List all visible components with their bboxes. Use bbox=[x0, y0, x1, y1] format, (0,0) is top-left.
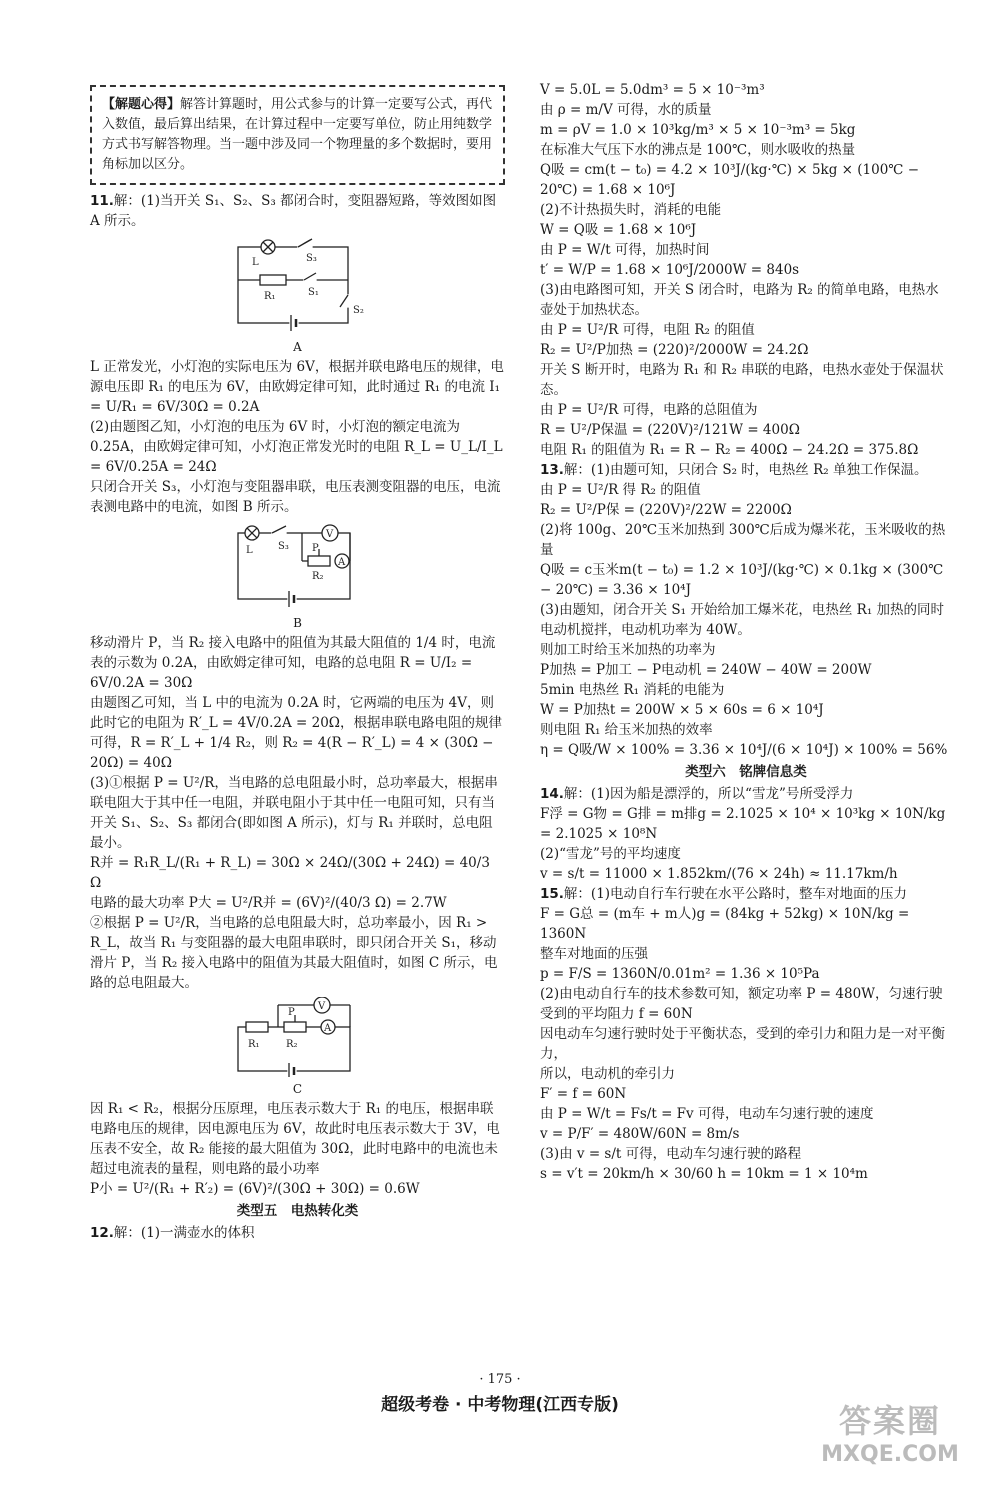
svg-text:P: P bbox=[287, 1007, 295, 1018]
q14-text-1: 解：(1)因为船是漂浮的，所以“雪龙”号所受浮力 bbox=[563, 786, 854, 802]
q11-text-1: 解：(1)当开关 S₁、S₂、S₃ 都闭合时，变阻器短路，等效图如图 A 所示。 bbox=[90, 193, 497, 229]
left-column bbox=[90, 75, 505, 1243]
svg-text:V: V bbox=[325, 529, 333, 540]
r-line-42: v = P/F′ = 480W/60N = 8m/s bbox=[540, 1126, 740, 1142]
r-line-39: 所以，电动机的牵引力 bbox=[540, 1066, 675, 1082]
r-line-25: 5min 电热丝 R₁ 消耗的电能为 bbox=[540, 682, 725, 698]
r-line-6: (2)不计热损失时，消耗的电能 bbox=[540, 202, 722, 218]
r-line-28: η = Q吸/W × 100% = 3.36 × 10⁴J/(6 × 10⁴J) × 100% = 56% bbox=[540, 742, 948, 758]
svg-text:A: A bbox=[323, 1023, 331, 1034]
q11-line-3: (2)由题图乙知，小灯泡的电压为 6V 时，小灯泡的额定电流为 0.25A，由欧姆定律可知，小灯泡正常发光时的电阻 R_L = U_L/I_L = 6V/0.25A = 24Ω bbox=[90, 419, 503, 475]
svg-text:S₁: S₁ bbox=[307, 287, 319, 298]
q15-text-1: 解：(1)电动自行车行驶在水平公路时，整车对地面的压力 bbox=[563, 886, 908, 902]
q11-line-9: 电路的最大功率 P大 = U²/R并 = (6V)²/(40/3 Ω) = 2.7W bbox=[90, 895, 447, 911]
watermark-url: MXQE.COM bbox=[821, 1442, 959, 1467]
r-line-36: p = F/S = 1360N/0.01m² = 1.36 × 10⁵Pa bbox=[540, 966, 820, 982]
q11-line-1 bbox=[90, 191, 505, 231]
r-line-18: 由 P = U²/R 得 R₂ 的阻值 bbox=[540, 482, 701, 498]
r-line-23: 则加工时给玉米加热的功率为 bbox=[540, 642, 716, 658]
r-line-10: (3)由电路图可知，开关 S 闭合时，电路为 R₂ 的简单电路，电热水壶处于加热状态。 bbox=[540, 282, 939, 318]
solving-tip-box bbox=[90, 85, 505, 185]
section-type-5-heading: 类型五 电热转化类 bbox=[236, 1203, 359, 1219]
q15-number: 15. bbox=[540, 886, 564, 902]
r-line-13: 开关 S 断开时，电路为 R₁ 和 R₂ 串联的电路，电热水壶处于保温状态。 bbox=[540, 362, 944, 398]
svg-text:R₂: R₂ bbox=[311, 571, 324, 582]
r-line-44: s = v′t = 20km/h × 30/60 h = 10km = 1 × 10⁴m bbox=[540, 1166, 868, 1182]
q15-line-1 bbox=[540, 884, 952, 904]
r-line-14: 由 P = U²/R 可得，电路的总阻值为 bbox=[540, 402, 758, 418]
r-line-7: W = Q吸 = 1.68 × 10⁶J bbox=[540, 222, 697, 238]
circuit-diagram-b bbox=[228, 521, 368, 611]
r-line-9: t′ = W/P = 1.68 × 10⁶J/2000W = 840s bbox=[540, 262, 800, 278]
q13-line-1 bbox=[540, 460, 952, 480]
r-line-24: P加热 = P加工 − P电动机 = 240W − 40W = 200W bbox=[540, 662, 872, 678]
q12-number: 12. bbox=[90, 1225, 114, 1241]
r-line-15: R = U²/P保温 = (220V)²/121W = 400Ω bbox=[540, 422, 800, 438]
q14-line-1 bbox=[540, 784, 952, 804]
q13-number: 13. bbox=[540, 462, 564, 478]
svg-text:P: P bbox=[311, 543, 319, 554]
right-column bbox=[540, 80, 952, 1184]
figure-b-label: B bbox=[293, 616, 302, 630]
q11-line-10: ②根据 P = U²/R，当电路的总电阻最大时，总功率最小，因 R₁ > R_L，故当 R₁ 与变阻器的最大电阻串联时，即只闭合开关 S₁，移动滑片 P，当 R₂ 接入电路中的阻值为其最大阻值时，如图 C 所示，电路的总电阻最大。 bbox=[90, 915, 498, 991]
r-line-12: R₂ = U²/P加热 = (220)²/2000W = 24.2Ω bbox=[540, 342, 809, 358]
q12-line-1 bbox=[90, 1223, 505, 1243]
svg-text:V: V bbox=[317, 1001, 325, 1012]
watermark-logo bbox=[800, 1396, 980, 1466]
q11-number: 11. bbox=[90, 193, 114, 209]
section-type-6-heading: 类型六 铭牌信息类 bbox=[685, 764, 807, 780]
q14-number: 14. bbox=[540, 786, 564, 802]
svg-text:S₃: S₃ bbox=[305, 253, 317, 264]
q11-line-2: L 正常发光，小灯泡的实际电压为 6V，根据并联电路电压的规律，电源电压即 R₁ 的电压为 6V，由欧姆定律可知，此时通过 R₁ 的电流 I₁ = U/R₁ = 6V/30Ω = 0.2A bbox=[90, 359, 504, 415]
svg-text:S₂: S₂ bbox=[352, 305, 364, 316]
r-line-1: V = 5.0L = 5.0dm³ = 5 × 10⁻³m³ bbox=[540, 82, 765, 98]
r-line-26: W = P加热t = 200W × 5 × 60s = 6 × 10⁴J bbox=[540, 702, 824, 718]
q13-text-1: 解：(1)由题可知，只闭合 S₂ 时，电热丝 R₂ 单独工作保温。 bbox=[563, 462, 928, 478]
r-line-22: (3)由题知，闭合开关 S₁ 开始给加工爆米花，电热丝 R₁ 加热的同时电动机搅拌，电动机功率为 40W。 bbox=[540, 602, 945, 638]
svg-text:R₂: R₂ bbox=[285, 1039, 298, 1050]
r-line-32: v = s/t = 11000 × 1.852km/(76 × 24h) ≈ 11.17km/h bbox=[540, 866, 898, 882]
svg-text:R₁: R₁ bbox=[263, 291, 276, 302]
r-line-3: m = ρV = 1.0 × 10³kg/m³ × 5 × 10⁻³m³ = 5kg bbox=[540, 122, 856, 138]
q11-line-5: 移动滑片 P，当 R₂ 接入电路中的阻值为其最大阻值的 1/4 时，电流表的示数为 0.2A，由欧姆定律可知，电路的总电阻 R = U/I₂ = 6V/0.2A = 30Ω bbox=[90, 635, 496, 691]
r-line-16: 电阻 R₁ 的阻值为 R₁ = R − R₂ = 400Ω − 24.2Ω = 375.8Ω bbox=[540, 442, 919, 458]
r-line-37: (2)由电动自行车的技术参数可知，额定功率 P = 480W，匀速行驶受到的平均阻力 f = 60N bbox=[540, 986, 943, 1022]
r-line-30: F浮 = G物 = G排 = m排g = 2.1025 × 10⁴ × 10³kg × 10N/kg = 2.1025 × 10⁸N bbox=[540, 806, 946, 842]
r-line-8: 由 P = W/t 可得，加热时间 bbox=[540, 242, 710, 258]
q11-line-4: 只闭合开关 S₃，小灯泡与变阻器串联，电压表测变阻器的电压，电流表测电路中的电流，如图 B 所示。 bbox=[90, 479, 501, 515]
r-line-38: 因电动车匀速行驶时处于平衡状态，受到的牵引力和阻力是一对平衡力， bbox=[540, 1026, 945, 1062]
q11-line-12: P小 = U²/(R₁ + R′₂) = (6V)²/(30Ω + 30Ω) = 0.6W bbox=[90, 1181, 420, 1197]
r-line-11: 由 P = U²/R 可得，电阻 R₂ 的阻值 bbox=[540, 322, 755, 338]
r-line-41: 由 P = W/t = Fs/t = Fv 可得，电动车匀速行驶的速度 bbox=[540, 1106, 874, 1122]
svg-text:L: L bbox=[251, 257, 259, 268]
q11-line-8: R并 = R₁R_L/(R₁ + R_L) = 30Ω × 24Ω/(30Ω + 24Ω) = 40/3 Ω bbox=[90, 855, 490, 891]
figure-a-label: A bbox=[293, 340, 302, 354]
r-line-4: 在标准大气压下水的沸点是 100℃，则水吸收的热量 bbox=[540, 142, 856, 158]
svg-text:R₁: R₁ bbox=[247, 1039, 260, 1050]
svg-text:S₃: S₃ bbox=[277, 541, 289, 552]
r-line-5: Q吸 = cm(t − t₀) = 4.2 × 10³J/(kg·℃) × 5kg × (100℃ − 20℃) = 1.68 × 10⁶J bbox=[540, 162, 920, 198]
svg-text:A: A bbox=[337, 557, 345, 568]
r-line-31: (2)“雪龙”号的平均速度 bbox=[540, 846, 681, 862]
q11-line-11: 因 R₁ < R₂，根据分压原理，电压表示数大于 R₁ 的电压，根据串联电路电压的规律，因电源电压为 6V，故此时电压表示数大于 3V，电压表不安全，故 R₂ 能接的最大阻值为 30Ω，此时电路中的电流也未超过电流表的量程，则电路的最小功率 bbox=[90, 1101, 500, 1177]
q11-line-7: (3)①根据 P = U²/R，当电路的总电阻最小时，总功率最大，根据串联电阻大于其中任一电阻，并联电阻小于其中任一电阻可知，只有当开关 S₁、S₂、S₃ 都闭合(即如图 A 所示)，灯与 R₁ 并联时，总电阻最小。 bbox=[90, 775, 498, 851]
tip-label: 【解题心得】 bbox=[102, 97, 181, 112]
page-number: · 175 · bbox=[479, 1372, 521, 1387]
r-line-40: F′ = f = 60N bbox=[540, 1086, 627, 1102]
r-line-27: 则电阻 R₁ 给玉米加热的效率 bbox=[540, 722, 713, 738]
r-line-20: (2)将 100g、20℃玉米加热到 300℃后成为爆米花，玉米吸收的热量 bbox=[540, 522, 946, 558]
figure-c-label: C bbox=[292, 1082, 303, 1096]
r-line-43: (3)由 v = s/t 可得，电动车匀速行驶的路程 bbox=[540, 1146, 802, 1162]
tip-text: 解答计算题时，用公式参与的计算一定要写公式，再代入数值，最后算出结果，在计算过程中一定要写单位，防止用纯数学方式书写解答物理。当一题中涉及同一个物理量的多个数据时，要用角标加以区分。 bbox=[102, 97, 493, 172]
svg-text:L: L bbox=[245, 545, 253, 556]
r-line-19: R₂ = U²/P保 = (220V)²/22W = 2200Ω bbox=[540, 502, 792, 518]
r-line-35: 整车对地面的压强 bbox=[540, 946, 648, 962]
q11-line-6: 由题图乙可知，当 L 中的电流为 0.2A 时，它两端的电压为 4V，则此时它的电阻为 R′_L = 4V/0.2A = 20Ω，根据串联电路电阻的规律可得，R = R′_L + 1/4 R₂，则 R₂ = 4(R − R′_L) = 4 × (30Ω − 20Ω) = 40Ω bbox=[90, 695, 502, 771]
r-line-2: 由 ρ = m/V 可得，水的质量 bbox=[540, 102, 712, 118]
r-line-21: Q吸 = c玉米m(t − t₀) = 1.2 × 10³J/(kg·℃) × 0.1kg × (300℃ − 20℃) = 3.36 × 10⁴J bbox=[540, 562, 944, 598]
circuit-diagram-a bbox=[228, 235, 368, 335]
q12-text-1: 解：(1)一满壶水的体积 bbox=[113, 1225, 255, 1241]
r-line-34: F = G总 = (m车 + m人)g = (84kg + 52kg) × 10N/kg = 1360N bbox=[540, 906, 910, 942]
watermark-logo-text: 答案圈 bbox=[838, 1402, 941, 1440]
book-title-footer: 超级考卷 · 中考物理(江西专版) bbox=[381, 1395, 619, 1415]
circuit-diagram-c bbox=[228, 997, 368, 1077]
